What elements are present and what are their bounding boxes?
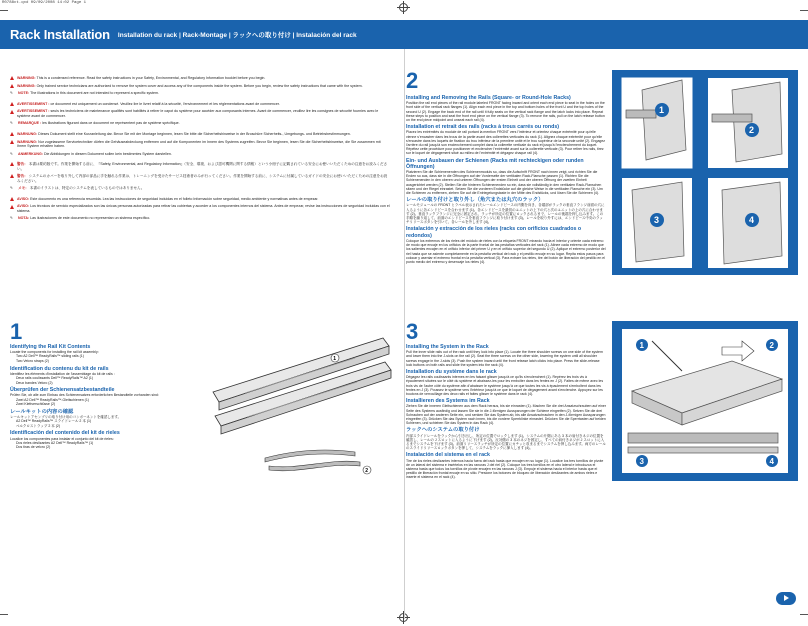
warning-row — [10, 197, 390, 201]
note-text: Las ilustraciones de este documento no representan un sistema específico. — [30, 216, 151, 221]
crop-mark — [0, 614, 8, 615]
warning-text: Los técnicos de servicio especializados son las únicas personas autorizadas para retirar las cubiertas y acceder a los componentes internos del sistema. Antes de empezar, revise las instrucciones de seguridad incluidas con el sistema. — [17, 204, 390, 213]
warning-icon — [10, 84, 14, 88]
velcro-strap-2 — [269, 461, 360, 471]
warning-label: WARNING: — [17, 76, 36, 80]
warning-icon — [10, 174, 14, 178]
warning-label: WARNUNG: — [17, 139, 38, 144]
note-icon: ✎ — [10, 186, 14, 191]
banner-title: Rack Installation — [10, 27, 110, 42]
warning-text: ce document est uniquement un condensé. Veuillez lire le livret relatif à la sécurité, l’environnement et les réglementations avant de commencer. — [50, 101, 280, 106]
note-row — [10, 216, 390, 220]
warning-row — [10, 109, 390, 118]
svg-text:4: 4 — [769, 457, 774, 466]
warning-label: WARNING: — [17, 83, 36, 88]
section-intro: Locate the components for installing the rail kit assembly: — [10, 350, 99, 355]
section-intro: Localice los componentes para instalar el conjunto del kit de rieles: — [10, 436, 114, 441]
note-label: NOTA: — [18, 216, 30, 221]
warning-text: Nur zugelassene Servicetechniker dürfen die Gehäuseabdeckung entfernen und auf die Komponenten im Innern des Systems zugreifen. Bevor Sie beginnen, lesen Sie die Sicherheitshinweise, die Sie zusammen mit Ihrem System erhalten haben. — [17, 139, 381, 148]
svg-text:2: 2 — [749, 125, 755, 135]
note-text: The illustrations in this document are not intended to represent a specific system. — [30, 91, 159, 96]
rail-install-illustration — [612, 70, 798, 275]
velcro-strap-1 — [265, 450, 355, 462]
section-heading: レールキットの内容の確認 — [10, 408, 74, 415]
note-label: ANMERKUNG: — [18, 151, 43, 156]
warning-icon — [10, 110, 14, 114]
warning-label: AVISO: — [17, 204, 30, 209]
warning-text: Dieses Dokument stellt eine Kurzanleitung dar. Bevor Sie mit der Montage beginnen, lesen Sie bitte die Sicherheitshinweise in der Broschüre Sicherheits-, Umgebungs- und Betriebsbestimmungen. — [38, 131, 351, 136]
svg-text:1: 1 — [639, 341, 644, 350]
warning-row — [10, 140, 390, 149]
note-label: REMARQUE : — [18, 121, 42, 126]
section-heading: Installing the System in the Rack — [406, 344, 489, 350]
step-3-number: 3 — [406, 319, 419, 344]
warning-label: AVISO: — [17, 196, 30, 201]
list-item: Deux rails coulissants Dell™ ReadyRails™ A2 (1) — [16, 376, 94, 380]
warning-row — [10, 174, 390, 183]
section-heading: Instalación y extracción de los rieles (racks con orificios cuadrados o redondos) — [406, 226, 582, 239]
section-body: Ziehen Sie die inneren Gleitschienen aus dem Rack heraus, bis sie einrasten (1). Machen Sie die drei Ansatzschrauben auf einer Seite des Systems ausfindig und lassen Sie sie in die J-förmigen Aussparungen der Schiene eingreifen (2). Setzen Sie die drei Schrauben auf der anderen Seite ein, und senken Sie das System ab, bis alle Ansatzschrauben in den J-förmigen Aussparungen eingreifen (3). Drücken Sie das System nach innen, bis die vordere Sperrklinke einrastet. Drücken Sie die Sperrtasten auf beiden Schienen, und schieben Sie das System in das Rack (4). — [406, 404, 607, 426]
note-icon: ✎ — [10, 121, 14, 126]
step-2-number: 2 — [406, 68, 419, 93]
warning-icon — [10, 162, 14, 166]
svg-text:3: 3 — [639, 457, 644, 466]
svg-text:4: 4 — [749, 215, 755, 225]
warning-label: WARNUNG: — [17, 131, 38, 136]
section-heading: Installation et retrait des rails (racks à trous carrés ou ronds) — [406, 124, 560, 131]
step-3-text — [406, 342, 606, 480]
warning-label: AVERTISSEMENT : — [17, 109, 50, 114]
warning-label: AVERTISSEMENT : — [17, 101, 50, 106]
note-row — [10, 91, 390, 95]
warning-label: 警告： — [17, 174, 28, 179]
warning-label: 警告： — [17, 162, 28, 167]
warning-icon — [10, 76, 14, 80]
note-text: Die Abbildungen in diesem Dokument sollen kein bestimmtes System darstellen. — [43, 151, 172, 156]
section-heading: Identificación del contenido del kit de rieles — [10, 430, 120, 437]
banner-subtitle: Installation du rack | Rack-Montage | ラックへの取り付け | Instalación del rack — [117, 32, 357, 39]
note-row — [10, 152, 390, 156]
list-item: Two A2 Dell™ ReadyRails™ sliding rails (1) — [16, 354, 84, 359]
warning-icon — [10, 102, 14, 106]
list-item: Zwei Klettverschlüsse (2) — [16, 402, 56, 407]
section-heading: Identification du contenu du kit de rails — [10, 365, 109, 372]
safety-warnings — [10, 76, 390, 224]
section-intro: Prüfen Sie, ob alle zum Einbau des Schienensatzes erforderlichen Bestandteile vorhanden sind: — [10, 393, 159, 398]
step-1-text — [10, 342, 210, 450]
section-intro: レールキットアセンブリの取り付け用のコンポーネントを確認します。 — [10, 414, 122, 419]
section-heading: ラックへのシステムの取り付け — [406, 427, 480, 434]
crop-mark — [800, 10, 808, 11]
section-body: Position the rail end pieces of the rail module labeled FRONT facing inward and orient each end piece to seat in the holes on the front side of the vertical rack flanges (1). Align each end piece in the top and bottom holes of the front U and the top holes of the second U (2). Engage the back end of the rail until it fully seats on the vertical rack flange and the latch locks into place. Repeat these steps to position and seat the front end piece on the vertical flange (3). To remove the rails, pull on the latch release button on the end piece midpoint and unseat each rail (4). — [406, 101, 605, 123]
note-label: メモ： — [18, 186, 29, 191]
section-heading: Instalación del sistema en el rack — [406, 452, 490, 459]
section-body: Coloque los extremos de los rieles del módulo de rieles con la etiqueta FRONT mirando hacia el interior y oriente cada extremo de modo que encaje en los orificios de la parte frontal de las pestañas verticales del rack (1). Alinee cada extremo de modo que los salientes encajen en el orificio inferior del primer U y en el orificio superior del segundo U (2). Aplique el extremo posterior del riel hasta que se asiente completamente en la pestaña vertical del rack y el pestillo encaje en su lugar. Repita estos pasos para colocar y asentar el extremo frontal en la pestaña vertical (3). Para extraer los rieles, tire del botón de liberación del pestillo en el punto medio del extremo y desencaje los rieles (4). — [406, 238, 606, 264]
warning-text: 本書は要約版です。作業を開始する前に、『Safety, Environmental, and Regulatory Information』（安全、環境、および認可機関に関する情報）という小冊子に記載されている安全にお使いいただくための注意をお読みください。 — [17, 162, 388, 171]
warning-row — [10, 76, 390, 80]
section-body: レールモジュールの FRONT とラベル表示されたレールエンドピースの内側を向き、各端部がラックの垂直フランジ前面の穴に入るように各エンドピースを合わせます (1)。各エンドピースを最初のユニットの上下の穴と次のユニットの上の穴に合わせます (2)。垂直ラックフランジに完全に固定され、ラッチが所定の位置にロックされるまで、レールの後端を押し込みます。この手順を繰り返して、前面のエンドピースを垂直フランジに取り付けます (3)。レールを取り外すには、エンドピース中央のラッチリリースボタンを引いて、各レールを外します (4)。 — [406, 203, 605, 225]
rail-kit-illustration — [205, 330, 395, 490]
section-intro: Identifiez les éléments d’installation de l’assemblage du kit de rails : — [10, 371, 115, 376]
note-text: 本書のイラストは、特定のシステムを表しているものではありません。 — [29, 186, 145, 191]
warning-icon — [10, 205, 14, 209]
section-heading: Installation du système dans le rack — [406, 369, 497, 376]
system-install-illustration — [612, 321, 798, 481]
svg-text:1: 1 — [659, 105, 665, 115]
section-body: Pull the inner slide rails out of the rack until they lock into place (1). Locate the three shoulder screws on one side of the system and lower them into the J-slots on the rail (2). Seat the three screws on the other side, lowering the system until all shoulder screws engage in the J-slots (3). Push the system inward until the front release latch clicks into place. Press the slide-release lock buttons on both rails and slide the system into the rack (4). — [406, 350, 603, 367]
svg-text:2: 2 — [769, 341, 774, 350]
print-header: R0788ct.qxd 09/09/2008 14:02 Page 1 — [2, 1, 87, 5]
list-item: Deux bandes Velcro (2) — [16, 380, 53, 385]
list-item: Two Velcro straps (2) — [16, 359, 49, 363]
section-heading: Installieren des Systems im Rack — [406, 398, 490, 405]
section-body: Platzieren Sie die Schienenenden des Schienenmoduls so, dass die Aufschrift FRONT nach innen zeigt, und richten Sie die Enden so aus, dass sie in die Öffnungen auf der Vorderseite der vertikalen Rack-Flansche passen (1). Richten Sie die Schienenenden in den oberen und unteren Öffnungen der ersten Einheit und der oberen Öffnung der zweiten Einheit ausgerichtet werden (2). Stellen Sie die hinteren Schienenenden so ein, dass sie vollständig in den vertikalen Rack-Flanschen sitzen und der Riegel einrastet. Setzen Sie die vorderen Endstücke auf die gleiche Weise in die vertikalen Flansche ein (3). Um die Schienen zu entfernen, ziehen Sie auf die Entriegelungstaste in der Mitte des Endstücks, und lösen Sie die Schienen (4). — [406, 170, 603, 196]
section-heading: Identifying the Rail Kit Contents — [10, 344, 91, 350]
note-row — [10, 121, 390, 125]
section-body: Dégagez les rails coulissants internes en les faisant glisser jusqu’à ce qu’ils s’enclenchent (1). Repérez les trois vis à épaulement situées sur le côté du système et abaissez-les pour les emboîter dans les fentes en J (2). Faites de même avec les trois vis de l’autre côté du système afin d’abaisser le système jusqu’à ce que toutes les vis à épaulement s’emboîtent dans les fentes en J (3). Poussez le système vers l’intérieur jusqu’à ce que le loquet de dégagement avant s’enclenche. Appuyez sur les boutons de verrouillage des deux rails et faites glisser le système dans le rack (4). — [406, 375, 604, 397]
note-icon: ✎ — [10, 151, 14, 156]
warning-text: Only trained service technicians are authorized to remove the system cover and access any of the components inside the system. Before you begin, review the safety instructions that came with the system. — [36, 83, 363, 88]
note-icon: ✎ — [10, 216, 14, 221]
svg-text:3: 3 — [654, 215, 660, 225]
warning-icon — [10, 197, 14, 201]
section-heading: レールの取り付けと取り外し（角穴または丸穴のラック） — [406, 197, 544, 204]
warning-text: Este documento es una referencia resumida. Lea las instrucciones de seguridad incluidas en el folleto Información sobre seguridad, medio ambiente y normativas antes de empezar. — [30, 196, 319, 201]
note-row — [10, 186, 390, 190]
list-item: Dos rieles deslizantes A2 Dell™ ReadyRails™ (1) — [16, 440, 94, 445]
note-icon: ✎ — [10, 91, 14, 96]
list-item: Zwei A2 Dell™ ReadyRails™-Gleitschienen (1) — [16, 397, 89, 402]
list-item: ベルクロストラップ 2 本 (2) — [16, 423, 61, 428]
warning-row — [10, 204, 390, 213]
list-item: A2 Dell™ ReadyRails™ スライドレール 2 本 (1) — [16, 419, 92, 424]
next-page-arrow-icon — [776, 592, 796, 605]
registration-mark-top — [399, 3, 408, 12]
note-label: NOTE: — [18, 91, 30, 96]
crop-mark — [800, 614, 808, 615]
section-heading: Überprüfen der Schienensatzbestandteile — [10, 387, 115, 394]
warning-icon — [10, 132, 14, 136]
list-item: Dos tiras de velcro (2) — [16, 445, 51, 450]
warning-text: システムのカバーを取り外して内部の部品に手を触れる作業は、トレーニングを受けたサービス技術者のみが行ってください。作業を開始する前に、システムに付属しているガイドの安全にお使いいただくための注意をお読みください。 — [17, 174, 388, 183]
page-fold — [404, 49, 405, 619]
step-2-text — [406, 93, 606, 264]
warning-icon — [10, 140, 14, 144]
section-heading: Installing and Removing the Rails (Square- or Round-Hole Racks) — [406, 95, 571, 101]
warning-text: This is a condensed reference. Read the safety instructions in your Safety, Environmental, and Regulatory Information booklet before you begin. — [36, 76, 266, 80]
warning-text: seuls les techniciens de maintenance qualifiés sont habilités à retirer le capot du système pour accéder aux composants internes. Avant de commencer, veuillez lire les consignes de sécurité fournies avec le système avant de commencer. — [17, 109, 379, 118]
section-heading: Ein- und Ausbauen der Schienen (Racks mit rechteckigen oder runden Öffnungen) — [406, 157, 584, 170]
callout-1: 1 — [333, 356, 337, 362]
warning-row — [10, 84, 390, 88]
section-body: 内部スライドレールをラックから引き出し、所定の位置でロックします (1)。システムの片側にある 3 本の肩付きネジの位置を確認し、レールの J スロットに入るように下げます (2)。反対側の 3 本のネジを固定し、すべての肩付きネジが J スロットに入るまでシステムを下げます (3)。前面リリースラッチが所定の位置にカチッと収まるまでシステムを押し込みます。両方のレールのスライドリリースロックボタンを押して、システムをラックに挿入します (4)。 — [406, 433, 606, 451]
section-body: Placez les extrémités du module de rail portant la mention FRONT vers l’intérieur et orientez chaque extrémité pour qu’elle vienne s’encastrer dans les trous de la partie avant des collerettes verticales du rack (1). Alignez chaque extrémité pour qu’elle s’encastre dans les loquets de fixation du trou inférieur de la première unité et le trou supérieur de la seconde unité (2). Engagez l’arrière du rail jusqu’à son enclenchement complet dans la collerette verticale du rack et jusqu’à l’enclenchement du loquet. Répétez cette procédure pour positionner et enclencher l’extrémité avant sur la collerette verticale (3). Pour retirer les rails, tirez sur le loquet de dégagement situé au milieu de l’extrémité et dégagez chaque rail (4). — [406, 130, 606, 156]
section-body: Tire de los rieles deslizantes internos hacia fuera del rack hasta que encajen en su lugar (1). Localice los tres tornillos de pivote de un lateral del sistema e insértelos en las ranuras J del riel (2). Coloque los tres tornillos en el otro lateral e introduzca el sistema hasta que todos los tornillos de pivote encajen en las ranuras J (3). Empuje el sistema hacia el interior hasta que el pestillo de liberación frontal encaje en su sitio. Presione los botones de bloqueo de liberación deslizantes de ambos rieles e inserte el sistema en el rack (4). — [406, 458, 604, 480]
callout-2: 2 — [365, 468, 369, 474]
crop-mark — [0, 10, 8, 11]
note-text: les illustrations figurant dans ce document ne représentent pas de système spécifique. — [42, 121, 180, 126]
warning-row — [10, 102, 390, 106]
title-banner — [0, 20, 808, 49]
warning-row — [10, 162, 390, 171]
step-1-number: 1 — [10, 319, 23, 344]
warning-row — [10, 132, 390, 136]
